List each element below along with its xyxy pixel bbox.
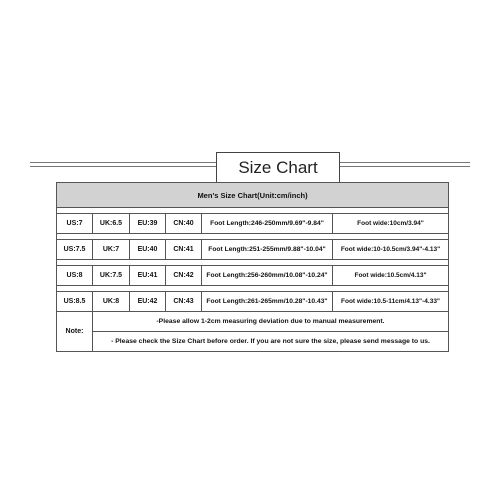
foot-length-cell: Foot Length:246-250mm/9.69"-9.84" [202, 214, 333, 234]
eu-size-cell: EU:40 [130, 240, 166, 260]
eu-size-cell: EU:39 [130, 214, 166, 234]
foot-wide-cell: Foot wide:10.5cm/4.13" [333, 266, 449, 286]
uk-size-cell: UK:7.5 [93, 266, 130, 286]
note-label: Note: [57, 312, 93, 352]
table-row [57, 292, 449, 312]
us-size-cell: US:7.5 [57, 240, 93, 260]
cn-size-cell: CN:43 [166, 292, 202, 312]
table-row [57, 240, 449, 260]
title-banner [30, 152, 470, 186]
note-line-1: -Please allow 1-2cm measuring deviation due to manual measurement. [93, 312, 449, 332]
foot-length-cell: Foot Length:256-260mm/10.08"-10.24" [202, 266, 333, 286]
table-row [57, 266, 449, 286]
foot-length-cell: Foot Length:261-265mm/10.28"-10.43" [202, 292, 333, 312]
table-row [57, 214, 449, 234]
us-size-cell: US:8.5 [57, 292, 93, 312]
note-row [57, 312, 449, 332]
size-chart-table [56, 182, 449, 352]
note-line-2: - Please check the Size Chart before order. If you are not sure the size, please send message to us. [93, 332, 449, 352]
foot-wide-cell: Foot wide:10cm/3.94" [333, 214, 449, 234]
uk-size-cell: UK:6.5 [93, 214, 130, 234]
note-row [57, 332, 449, 352]
eu-size-cell: EU:42 [130, 292, 166, 312]
page-title: Size Chart [216, 152, 340, 183]
eu-size-cell: EU:41 [130, 266, 166, 286]
us-size-cell: US:8 [57, 266, 93, 286]
cn-size-cell: CN:42 [166, 266, 202, 286]
foot-length-cell: Foot Length:251-255mm/9.88"-10.04" [202, 240, 333, 260]
foot-wide-cell: Foot wide:10-10.5cm/3.94"-4.13" [333, 240, 449, 260]
uk-size-cell: UK:8 [93, 292, 130, 312]
cn-size-cell: CN:40 [166, 214, 202, 234]
cn-size-cell: CN:41 [166, 240, 202, 260]
us-size-cell: US:7 [57, 214, 93, 234]
uk-size-cell: UK:7 [93, 240, 130, 260]
table-heading: Men's Size Chart(Unit:cm/inch) [57, 183, 449, 208]
table-header-row [57, 183, 449, 208]
foot-wide-cell: Foot wide:10.5-11cm/4.13"-4.33" [333, 292, 449, 312]
